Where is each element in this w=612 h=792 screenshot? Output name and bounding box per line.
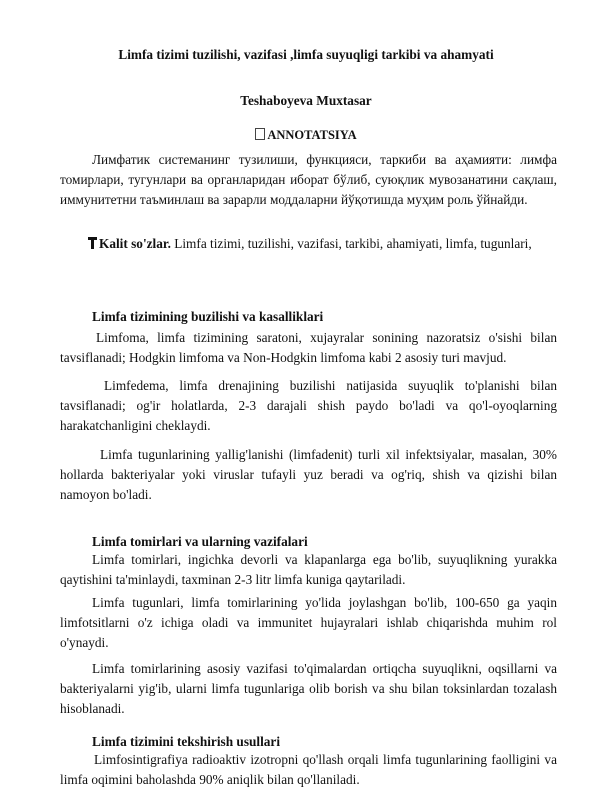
annotation-paragraph — [60, 150, 557, 210]
section-paragraph — [60, 659, 557, 719]
paragraph-text: Limfa tomirlarining asosiy vazifasi to'qimalardan ortiqcha suyuqlikni, oqsillarni va bakteriyalarni yig'ib, ularni limfa tugunlariga olib borish va shu bilan toksinlardan tozalash hisoblanadi. — [60, 661, 557, 716]
section-heading-methods: Limfa tizimini tekshirish usullari — [92, 734, 281, 749]
section-paragraph — [60, 376, 557, 436]
keywords-paragraph — [60, 234, 557, 255]
author-name: Teshaboyeva Muxtasar — [240, 93, 372, 108]
section-paragraph — [60, 445, 557, 505]
annotation-text: Лимфатик системанинг тузилиши, функцияси, таркиби ва аҳамияти: лимфа томирлари, тугунлари ва органларидан иборат бўлиб, суюқлик мувозанатини сақлаш, иммунитетни таъминлаш ва зарарли моддаларни йўқотишда муҳим роль ўйнайди. — [60, 152, 557, 207]
pin-icon — [88, 235, 97, 255]
section-paragraph — [60, 328, 557, 368]
paper-title: Limfa tizimi tuzilishi, vazifasi ,limfa suyuqligi tarkibi va ahamyati — [118, 47, 494, 62]
section-heading-vessels: Limfa tomirlari va ularning vazifalari — [92, 534, 308, 549]
section-heading-disorders: Limfa tizimining buzilishi va kasalliklari — [92, 309, 324, 324]
annotation-heading-text: ANNOTATSIYA — [267, 128, 357, 142]
section-paragraph — [60, 593, 557, 653]
paragraph-text: Limfa tugunlari, limfa tomirlarining yo'lida joylashgan bo'lib, 100-650 ga yaqin limfotsitlarni o'z ichiga oladi va immunitet hujayralari ishlab chiqarishda muhim rol o'ynaydi. — [60, 595, 557, 650]
keywords-text: Limfa tizimi, tuzilishi, vazifasi, tarkibi, ahamiyati, limfa, tugunlari, — [174, 236, 532, 251]
annotation-heading — [60, 128, 552, 143]
section-paragraph — [60, 550, 557, 590]
paragraph-text: Limfa tugunlarining yallig'lanishi (limfadenit) turli xil infektsiyalar, masalan, 30% hollarda bakteriyalar yoki viruslar tufayli yuz beradi va og'riq, shish va qizishi bilan namoyon bo'ladi. — [60, 447, 557, 502]
paragraph-text: Limfosintigrafiya radioaktiv izotropni qo'llash orqali limfa tugunlarining faolligini va limfa oqimini baholashda 90% aniqlik bilan qo'llaniladi. — [60, 752, 557, 787]
paragraph-text: Limfoma, limfa tizimining saratoni, xujayralar sonining nazoratsiz o'sishi bilan tavsiflanadi; Hodgkin limfoma va Non-Hodgkin limfoma kabi 2 asosiy turi mavjud. — [60, 330, 557, 365]
paragraph-text: Limfedema, limfa drenajining buzilishi natijasida suyuqlik to'planishi bilan tavsiflanadi; og'ir holatlarda, 2-3 darajali shish paydo bo'ladi va qo'l-oyoqlarning harakatchanligini cheklaydi. — [60, 378, 557, 433]
section-paragraph — [60, 750, 557, 790]
keywords-label: Kalit so'zlar. — [99, 236, 171, 251]
missing-glyph-icon — [255, 128, 265, 140]
paragraph-text: Limfa tomirlari, ingichka devorli va klapanlarga ega bo'lib, suyuqlikning yurakka qaytishini ta'minlaydi, taxminan 2-3 litr limfa kuniga qaytariladi. — [60, 552, 557, 587]
